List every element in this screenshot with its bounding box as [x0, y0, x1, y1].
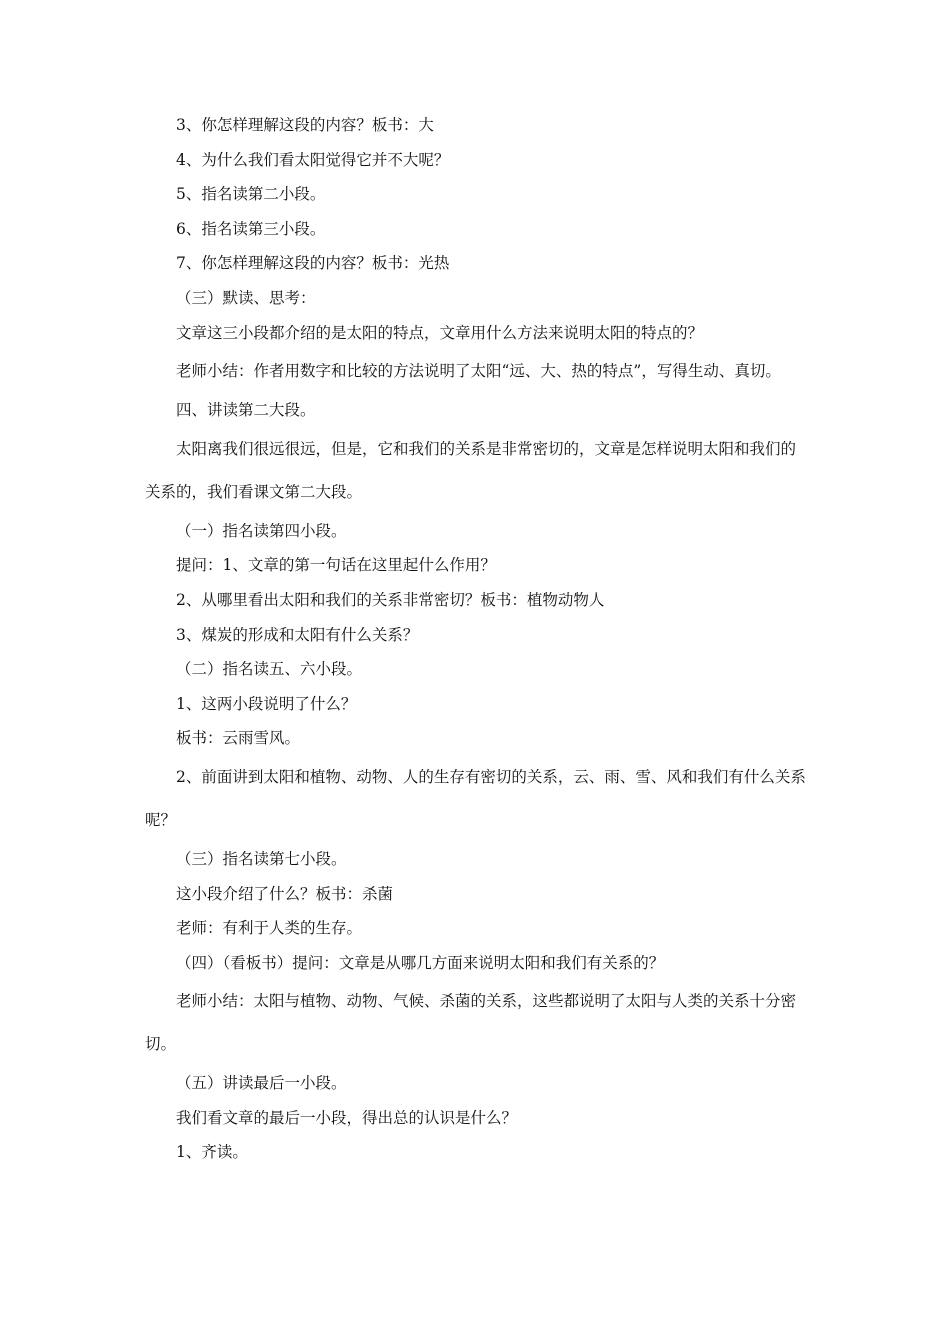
- paragraph: 4、为什么我们看太阳觉得它并不大呢？: [176, 150, 450, 169]
- paragraph: 1、这两小段说明了什么？: [176, 694, 357, 713]
- paragraph: 板书：云雨雪风。: [176, 729, 301, 748]
- paragraph: 老师小结：作者用数字和比较的方法说明了太阳“远、大、热的特点”，写得生动、真切。: [176, 362, 781, 381]
- paragraph: 这小段介绍了什么？板书：杀菌: [176, 884, 394, 903]
- section-heading: 四、讲读第二大段。: [176, 401, 316, 420]
- paragraph: 1、齐读。: [176, 1143, 248, 1162]
- document-body: [145, 108, 810, 1170]
- paragraph: 太阳离我们很远很远，但是，它和我们的关系是非常密切的，文章是怎样说明太阳和我们的关系的，我们看课文第二大段。: [145, 439, 797, 501]
- section-heading: （三）默读、思考：: [176, 288, 316, 307]
- paragraph: 2、从哪里看出太阳和我们的关系非常密切？板书：植物动物人: [176, 590, 605, 609]
- paragraph: 7、你怎样理解这段的内容？板书：光热: [176, 254, 450, 273]
- section-heading: （五）讲读最后一小段。: [176, 1074, 347, 1093]
- section-heading: （三）指名读第七小段。: [176, 849, 347, 868]
- paragraph: 我们看文章的最后一小段，得出总的认识是什么？: [176, 1108, 518, 1127]
- paragraph: 提问：1、文章的第一句话在这里起什么作用？: [176, 556, 496, 575]
- section-heading: （一）指名读第四小段。: [176, 521, 347, 540]
- paragraph: 2、前面讲到太阳和植物、动物、人的生存有密切的关系，云、雨、雪、风和我们有什么关系呢？: [145, 767, 806, 829]
- section-heading: （四）（看板书）提问：文章是从哪几方面来说明太阳和我们有关系的？: [176, 953, 665, 972]
- paragraph: 6、指名读第三小段。: [176, 219, 326, 238]
- paragraph: 5、指名读第二小段。: [176, 185, 326, 204]
- paragraph: 文章这三小段都介绍的是太阳的特点，文章用什么方法来说明太阳的特点的？: [176, 323, 704, 342]
- section-heading: （二）指名读五、六小段。: [176, 660, 363, 679]
- paragraph: 3、你怎样理解这段的内容？板书：大: [176, 116, 434, 134]
- paragraph: 3、煤炭的形成和太阳有什么关系？: [176, 625, 419, 644]
- paragraph: 老师：有利于人类的生存。: [176, 919, 363, 938]
- paragraph: 老师小结：太阳与植物、动物、气候、杀菌的关系，这些都说明了太阳与人类的关系十分密切。: [145, 992, 797, 1054]
